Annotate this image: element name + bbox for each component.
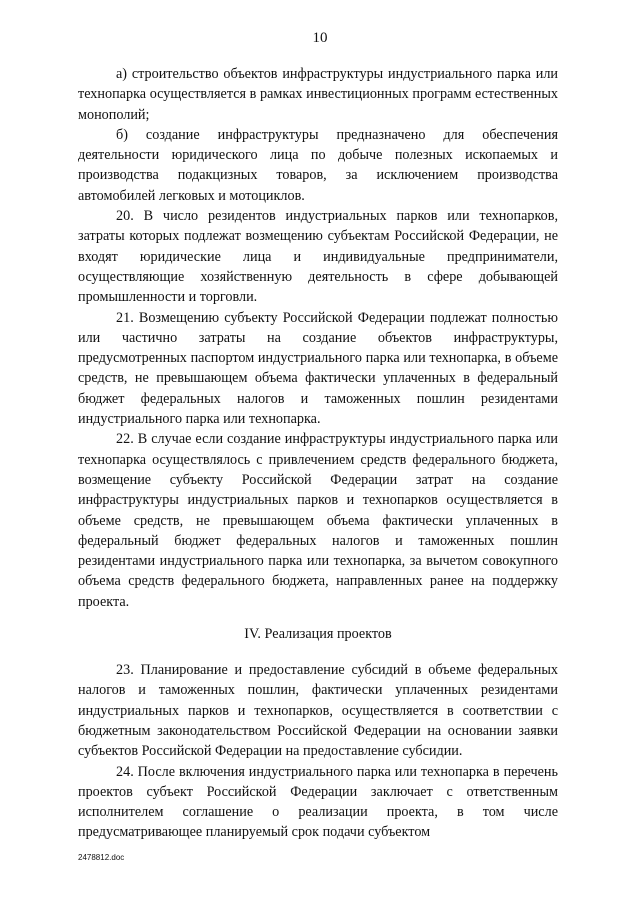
paragraph-item-a: а) строительство объектов инфраструктуры индустриального парка или технопарка осуществляется в рамках инвестиционных программ естественных монополий; xyxy=(78,66,558,123)
paragraph-item-b: б) создание инфраструктуры предназначено для обеспечения деятельности юридического лица по добыче полезных ископаемых и производства подакцизных товаров, за исключением производства автомобилей легковых и мотоциклов. xyxy=(78,126,558,204)
paragraph-23: 23. Планирование и предоставление субсидий в объеме федеральных налогов и таможенных пошлин, фактически уплаченных резидентами индустриальных парков и технопарков, осуществляется в соответствии с бюджетным законодательством Российской Федерации на основании заявки субъектов Российской Федерации на предоставление субсидии. xyxy=(78,662,558,760)
section-heading: IV. Реализация проектов xyxy=(244,626,392,643)
document-body xyxy=(78,64,558,843)
paragraph-21: 21. Возмещению субъекту Российской Федерации подлежат полностью или частично затраты на создание объектов инфраструктуры, предусмотренных паспортом индустриального парка или технопарка, в объеме средств, не превышающем объема фактически уплаченных в федеральный бюджет федеральных налогов и таможенных пошлин резидентами индустриального парка или технопарка. xyxy=(78,309,558,428)
paragraph-22: 22. В случае если создание инфраструктуры индустриального парка или технопарка осуществлялось с привлечением средств федерального бюджета, возмещение субъекту Российской Федерации затрат на создание инфраструктуры индустриальных парков и технопарков осуществляется в объеме средств, не превышающем объема фактически уплаченных в федеральный бюджет федеральных налогов и таможенных пошлин резидентами индустриального парка или технопарка, за вычетом совокупного объема средств федерального бюджета, направленных ранее на поддержку проекта. xyxy=(78,431,558,610)
page-number: 10 xyxy=(312,30,328,46)
paragraph-24: 24. После включения индустриального парка или технопарка в перечень проектов субъект Российской Федерации заключает с ответственным исполнителем соглашение о реализации проекта, в том числе предусматривающее планируемый срок подачи субъектом xyxy=(78,763,558,841)
footer-filename: 2478812.doc xyxy=(78,853,125,862)
paragraph-20: 20. В число резидентов индустриальных парков или технопарков, затраты которых подлежат возмещению субъектам Российской Федерации, не входят юридические лица и индивидуальные предприниматели, осуществляющие хозяйственную деятельность в сфере добывающей промышленности и торговли. xyxy=(78,208,558,306)
